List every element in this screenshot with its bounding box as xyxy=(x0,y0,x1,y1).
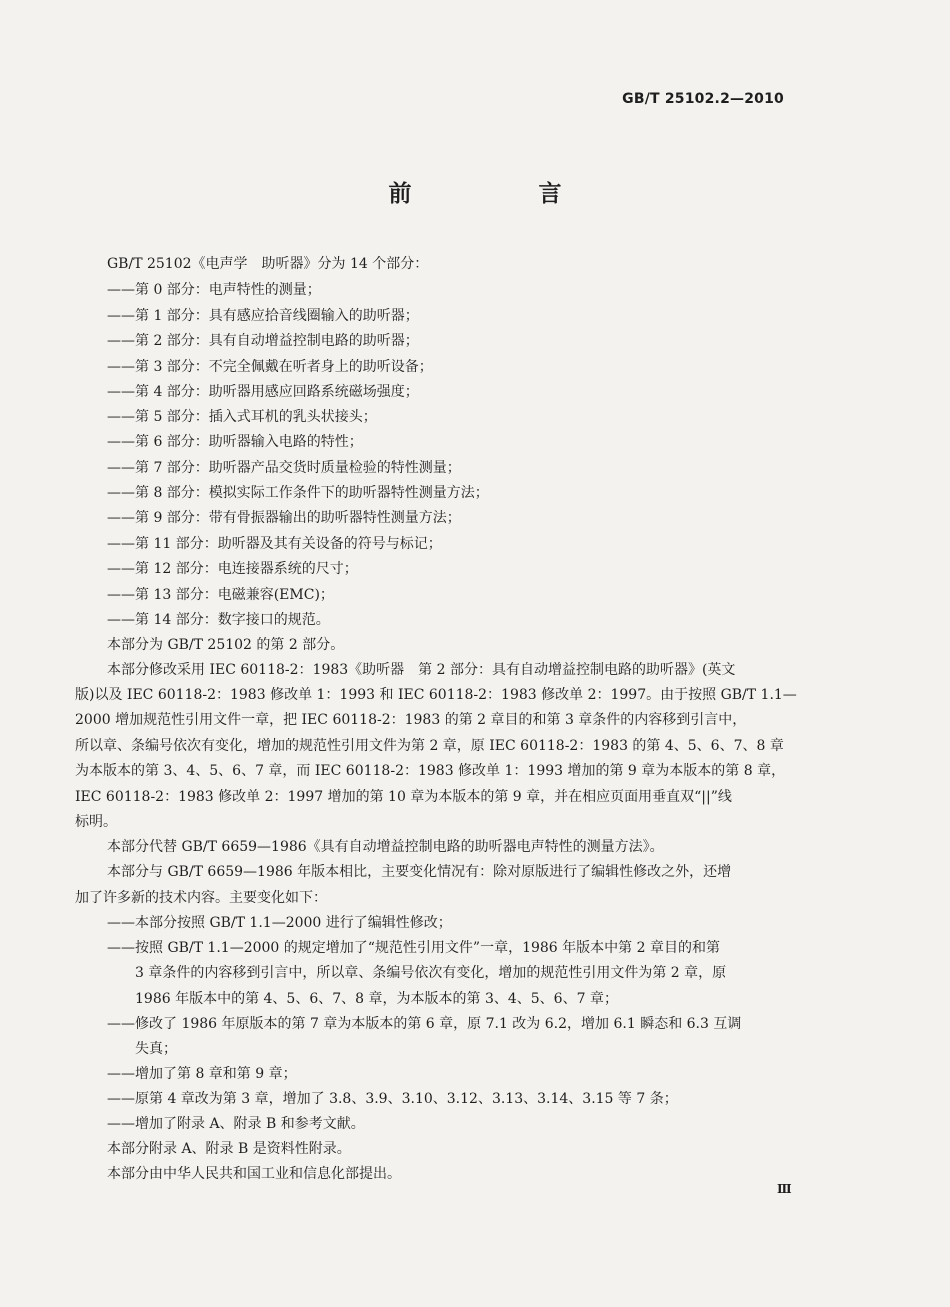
change-list-item: ——原第 4 章改为第 3 章，增加了 3.8、3.9、3.10、3.12、3.13、3.14、3.15 等 7 条； xyxy=(107,1091,678,1107)
change-list-item: ——增加了第 8 章和第 9 章； xyxy=(107,1066,297,1082)
part-list-item: ——第 14 部分：数字接口的规范。 xyxy=(107,612,330,628)
part-list-item: ——第 3 部分：不完全佩戴在听者身上的助听设备； xyxy=(107,359,433,375)
part-list-item: ——第 12 部分：电连接器系统的尺寸； xyxy=(107,561,358,577)
change-list-item-continued: 3 章条件的内容移到引言中，所以章、条编号依次有变化，增加的规范性引用文件为第 2 章，原 xyxy=(135,965,727,981)
paragraph-adopt-line: IEC 60118-2：1983 修改单 2：1997 增加的第 10 章为本版本的第 9 章，并在相应页面用垂直双“||”线 xyxy=(75,789,732,805)
page-number: Ⅲ xyxy=(777,1182,792,1196)
change-list-item: ——本部分按照 GB/T 1.1—2000 进行了编辑性修改； xyxy=(107,915,452,931)
paragraph-replace: 本部分代替 GB/T 6659—1986《具有自动增益控制电路的助听器电声特性的测量方法》。 xyxy=(107,839,664,855)
page-title: 前 言 xyxy=(388,180,614,207)
part-list-item: ——第 6 部分：助听器输入电路的特性； xyxy=(107,434,363,450)
part-list-item: ——第 7 部分：助听器产品交货时质量检验的特性测量； xyxy=(107,460,461,476)
change-list-item: ——按照 GB/T 1.1—2000 的规定增加了“规范性引用文件”一章，1986 年版本中第 2 章目的和第 xyxy=(107,940,720,956)
standard-number: GB/T 25102.2—2010 xyxy=(622,91,784,107)
part-list-item: ——第 8 部分：模拟实际工作条件下的助听器特性测量方法； xyxy=(107,485,489,501)
part-list-item: ——第 13 部分：电磁兼容(EMC)； xyxy=(107,587,334,603)
part-list-item: ——第 9 部分：带有骨振器输出的助听器特性测量方法； xyxy=(107,510,461,526)
change-list-item: ——修改了 1986 年原版本的第 7 章为本版本的第 6 章，原 7.1 改为 6.2，增加 6.1 瞬态和 6.3 互调 xyxy=(107,1016,742,1032)
intro-line: GB/T 25102《电声学 助听器》分为 14 个部分： xyxy=(107,256,429,272)
paragraph-adopt-line: 标明。 xyxy=(75,814,117,830)
change-list-item-continued: 1986 年版本中的第 4、5、6、7、8 章，为本版本的第 3、4、5、6、7 章； xyxy=(135,991,618,1007)
change-list-item: ——增加了附录 A、附录 B 和参考文献。 xyxy=(107,1116,365,1132)
part-list-item: ——第 1 部分：具有感应拾音线圈输入的助听器； xyxy=(107,308,419,324)
paragraph-compare-line: 加了许多新的技术内容。主要变化如下： xyxy=(75,890,327,906)
part-list-item: ——第 2 部分：具有自动增益控制电路的助听器； xyxy=(107,333,419,349)
paragraph-proposed: 本部分由中华人民共和国工业和信息化部提出。 xyxy=(107,1166,401,1182)
part-list-item: ——第 5 部分：插入式耳机的乳头状接头； xyxy=(107,409,377,425)
paragraph-adopt-line: 2000 增加规范性引用文件一章，把 IEC 60118-2：1983 的第 2 章目的和第 3 章条件的内容移到引言中， xyxy=(75,712,747,728)
part-list-item: ——第 11 部分：助听器及其有关设备的符号与标记； xyxy=(107,536,442,552)
paragraph-adopt-line: 版)以及 IEC 60118-2：1983 修改单 1：1993 和 IEC 60118-2：1983 修改单 2：1997。由于按照 GB/T 1.1— xyxy=(75,687,797,703)
paragraph-annex: 本部分附录 A、附录 B 是资料性附录。 xyxy=(107,1141,351,1157)
paragraph-compare-line: 本部分与 GB/T 6659—1986 年版本相比，主要变化情况有：除对原版进行了编辑性修改之外，还增 xyxy=(107,864,732,880)
paragraph-adopt-line: 本部分修改采用 IEC 60118-2：1983《助听器 第 2 部分：具有自动增益控制电路的助听器》(英文 xyxy=(107,662,736,678)
paragraph-adopt-line: 所以章、条编号依次有变化，增加的规范性引用文件为第 2 章，原 IEC 60118-2：1983 的第 4、5、6、7、8 章 xyxy=(75,738,784,754)
part-list-item: ——第 0 部分：电声特性的测量； xyxy=(107,282,321,298)
part-list-item: ——第 4 部分：助听器用感应回路系统磁场强度； xyxy=(107,384,419,400)
paragraph-part-of: 本部分为 GB/T 25102 的第 2 部分。 xyxy=(107,637,345,653)
change-list-item-continued: 失真； xyxy=(135,1041,177,1057)
paragraph-adopt-line: 为本版本的第 3、4、5、6、7 章，而 IEC 60118-2：1983 修改单 1：1993 增加的第 9 章为本版本的第 8 章， xyxy=(75,763,786,779)
